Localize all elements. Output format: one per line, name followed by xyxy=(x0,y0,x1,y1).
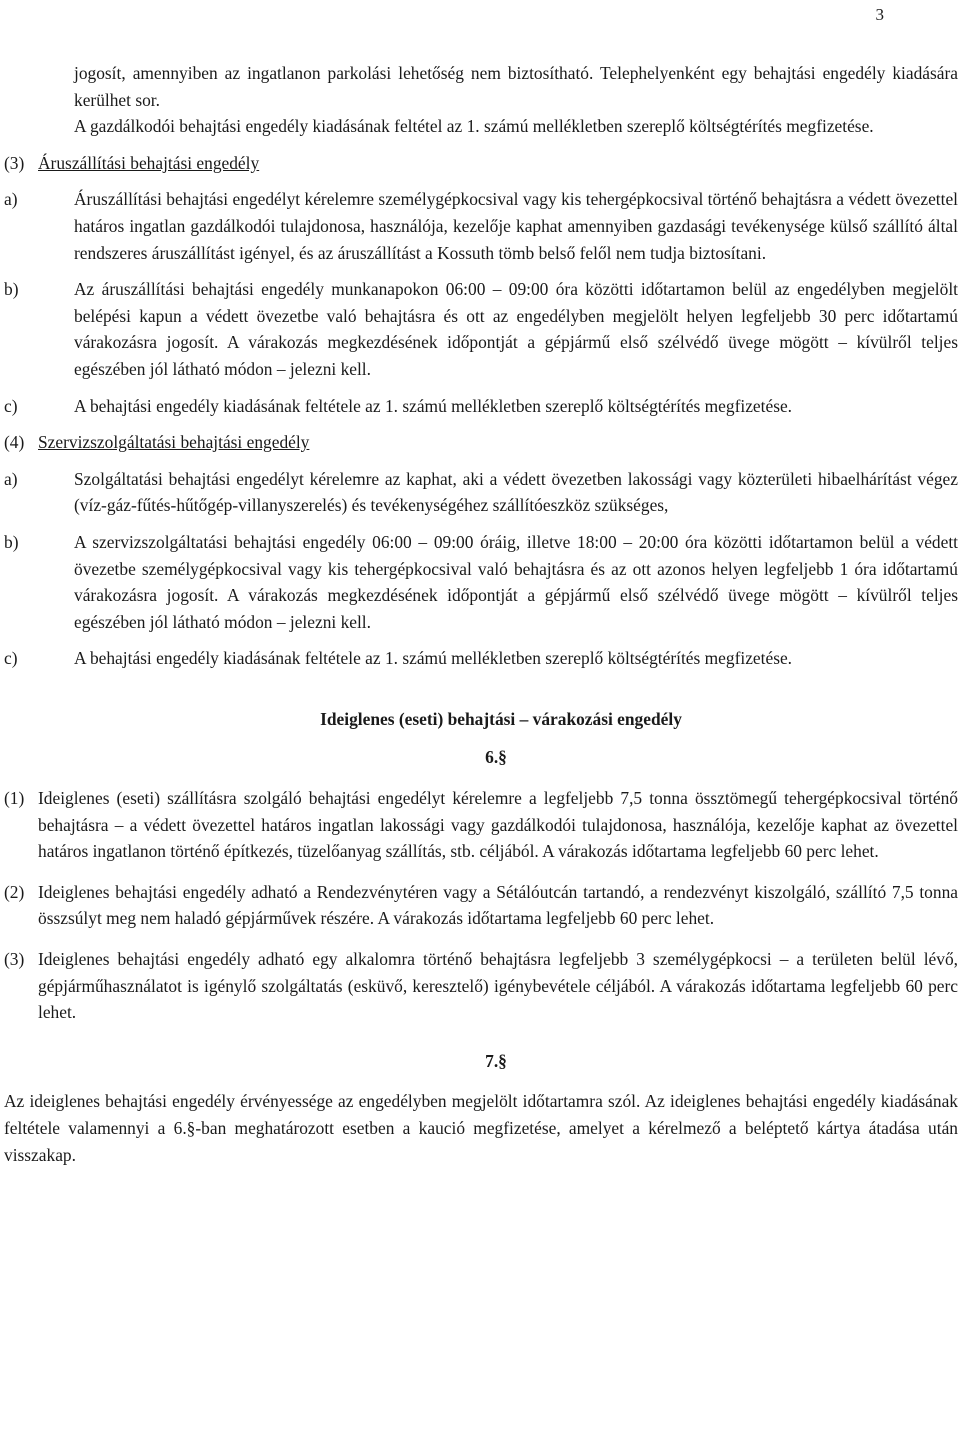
paragraph-text: Ideiglenes behajtási engedély adható a Rendezvénytéren vagy a Sétálóutcán tartandó, a rendezvényt kiszolgáló, szállító 7,5 tonna összsúlyt meg nem haladó gépjárművek részére. A várakozás időtartama legfeljebb 60 perc lehet. xyxy=(38,881,958,929)
section-4-number: (4) xyxy=(4,432,25,453)
page-number: 3 xyxy=(875,5,884,24)
section-3-item-a xyxy=(4,186,958,266)
item-text: A szervizszolgáltatási behajtási engedély 06:00 – 09:00 óráig, illetve 18:00 – 20:00 óra közötti időtartamon belül a védett övezetbe személygépkocsival vagy kis tehergépkocsival való behajtásra és az ott azonos helyen legfeljebb 1 óra időtartamú várakozásra jogosít. A várakozás megkezdésének időpontját a gépjármű első szélvédő üvege mögött – kívülről teljes egészében jól látható módon – jelezni kell. xyxy=(74,531,958,632)
item-label: c) xyxy=(4,648,18,669)
section-3-number: (3) xyxy=(4,152,25,173)
section-6-paragraph-2 xyxy=(4,879,958,932)
item-text: A behajtási engedély kiadásának feltétele az 1. számú mellékletben szereplő költségtérítés megfizetése. xyxy=(74,648,793,669)
paragraph-label: (3) xyxy=(4,949,25,970)
item-text: Áruszállítási behajtási engedélyt kérelemre személygépkocsival vagy kis tehergépkocsival történő behajtásra a védett övezettel határos ingatlan gazdálkodói tulajdonosa, használója, kezelője kaphat amennyiben gazdasági tevékenysége külső szállító által rendszeres áruszállítást igényel, és az áruszállítást a Kossuth tömb belső felől nem tudja biztosítani. xyxy=(74,189,958,263)
paragraph-text: Ideiglenes behajtási engedély adható egy alkalomra történő behajtásra legfeljebb 3 személygépkocsi – a területen belül lévő, gépjárműhasználatot is igénylő szolgáltatás (esküvő, keresztelő) igénybevétele céljából. A várakozás időtartama legfeljebb 60 perc lehet. xyxy=(38,949,958,1023)
section-4-item-b xyxy=(4,529,958,635)
section-3-heading xyxy=(4,150,958,177)
item-label: a) xyxy=(4,189,18,210)
item-text: Az áruszállítási behajtási engedély munkanapokon 06:00 – 09:00 óra közötti időtartamon belül az engedélyben megjelölt belépési kapun a védett övezetbe való behajtásra és ott az engedélyben megjelölt helyen legfeljebb 30 perc időtartamú várakozásra jogosít. A várakozás megkezdésének időpontját a gépjármű első szélvédő üvege mögött – kívülről teljes egészében jól látható módon – jelezni kell. xyxy=(74,279,958,379)
item-text: Szolgáltatási behajtási engedélyt kérelemre az kaphat, aki a védett övezetben lakossági vagy közterületi hibaelhárítást végez (víz-gáz-fűtés-hűtőgép-villanyszerelés) és tevékenységéhez szállítóeszköz szükséges, xyxy=(74,468,958,516)
paragraph-label: (2) xyxy=(4,881,25,902)
item-label: c) xyxy=(4,395,18,416)
paragraph-text: Ideiglenes (eseti) szállításra szolgáló behajtási engedélyt kérelemre a legfeljebb 7,5 tonna össztömegű tehergépkocsival történő behajtásra – a védett övezettel határos ingatlan lakossági vagy gazdálkodói tulajdonosa, használója, kezelője kaphat az övezettel határos ingatlanon történő építkezés, tüzelőanyag szállítás, stb. céljából. A várakozás időtartama legfeljebb 60 perc lehet. xyxy=(38,788,958,862)
section-6-paragraph-1 xyxy=(4,785,958,865)
document-body xyxy=(4,60,958,1168)
item-label: b) xyxy=(4,531,19,552)
section-3-item-c xyxy=(4,393,958,420)
section-3-title: Áruszállítási behajtási engedély xyxy=(38,152,260,173)
item-label: b) xyxy=(4,279,19,300)
intro-line-1: jogosít, amennyiben az ingatlanon parkolási lehetőség nem biztosítható. Telephelyenként egy behajtási engedély kiadására kerülhet sor. xyxy=(74,63,958,110)
section-4-item-a xyxy=(4,466,958,519)
section-4-title: Szervizszolgáltatási behajtási engedély xyxy=(38,432,310,453)
section-6-paragraph-3 xyxy=(4,946,958,1026)
section-4-item-c xyxy=(4,645,958,672)
section-3-item-b xyxy=(4,276,958,382)
section-7-text: Az ideiglenes behajtási engedély érvényessége az engedélyben megjelölt időtartamra szól. Az ideiglenes behajtási engedély kiadásának feltétele valamennyi a 6.§-ban meghatározott esetben a kaució megfizetése, amelyet a kérelmező a beléptető kártya átadása után visszakap. xyxy=(4,1091,958,1165)
section-4-heading xyxy=(4,429,958,456)
intro-line-2: A gazdálkodói behajtási engedély kiadásának feltétel az 1. számú mellékletben szereplő költségtérítés megfizetése. xyxy=(74,116,874,137)
item-text: A behajtási engedély kiadásának feltétele az 1. számú mellékletben szereplő költségtérítés megfizetése. xyxy=(74,395,793,416)
paragraph-label: (1) xyxy=(4,788,25,809)
item-label: a) xyxy=(4,468,18,489)
section-7-label: 7.§ xyxy=(485,1050,507,1071)
section-6-label: 6.§ xyxy=(485,747,507,768)
temporary-permit-title: Ideiglenes (eseti) behajtási – várakozási engedély xyxy=(320,708,682,729)
